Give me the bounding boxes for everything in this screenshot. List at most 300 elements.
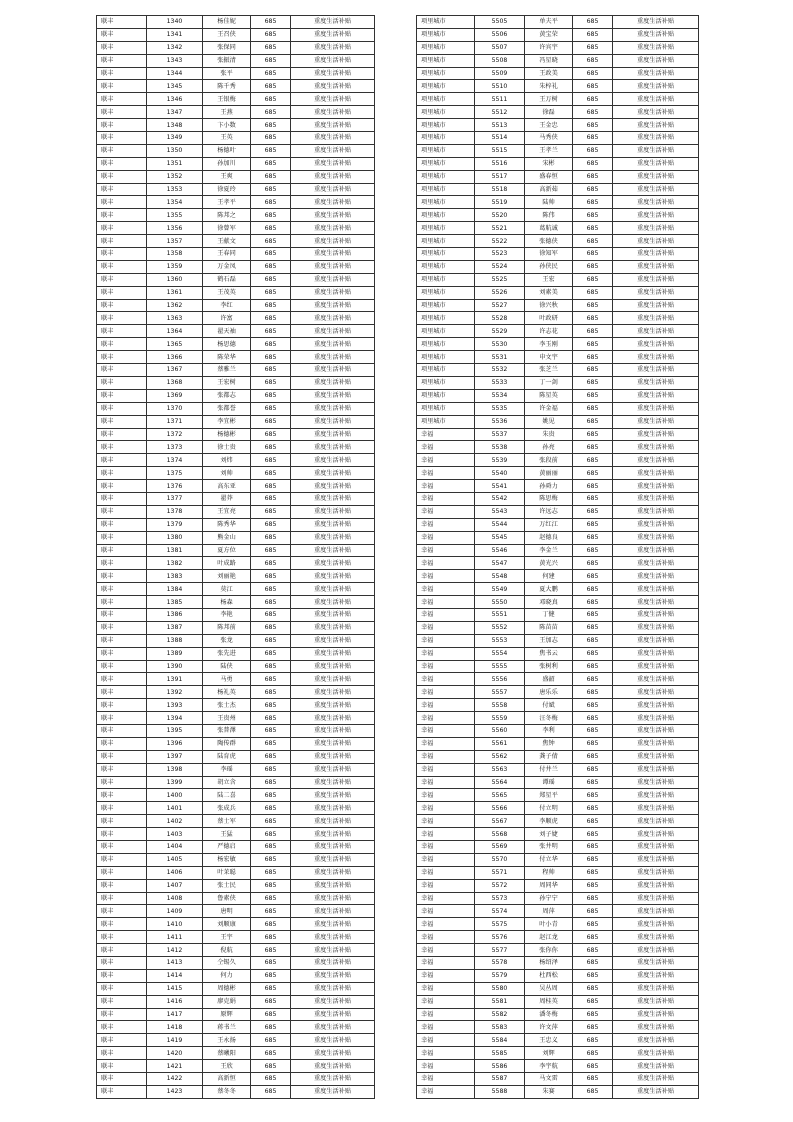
amount-cell: 685 <box>251 724 291 737</box>
region-cell: 项里城市 <box>417 16 475 29</box>
region-cell: 幸福 <box>417 957 475 970</box>
amount-cell: 685 <box>251 54 291 67</box>
amount-cell: 685 <box>573 467 613 480</box>
category-cell: 重度生活补贴 <box>291 1008 375 1021</box>
table-row <box>417 944 699 957</box>
amount-cell: 685 <box>573 570 613 583</box>
table-row <box>417 1021 699 1034</box>
region-cell: 联丰 <box>97 41 147 54</box>
name-cell: 王欣 <box>203 1060 251 1073</box>
region-cell: 幸福 <box>417 621 475 634</box>
amount-cell: 685 <box>573 248 613 261</box>
category-cell: 重度生活补贴 <box>613 776 699 789</box>
amount-cell: 685 <box>573 235 613 248</box>
serial-cell: 5587 <box>475 1073 525 1086</box>
amount-cell: 685 <box>573 531 613 544</box>
category-cell: 重度生活补贴 <box>291 235 375 248</box>
table-row <box>417 273 699 286</box>
amount-cell: 685 <box>251 557 291 570</box>
serial-cell: 1353 <box>147 183 203 196</box>
amount-cell: 685 <box>573 183 613 196</box>
category-cell: 重度生活补贴 <box>613 28 699 41</box>
serial-cell: 5522 <box>475 235 525 248</box>
table-row <box>417 518 699 531</box>
amount-cell: 685 <box>573 338 613 351</box>
category-cell: 重度生活补贴 <box>613 376 699 389</box>
serial-cell: 1379 <box>147 518 203 531</box>
category-cell: 重度生活补贴 <box>613 351 699 364</box>
table-row <box>97 402 375 415</box>
category-cell: 重度生活补贴 <box>613 660 699 673</box>
table-row <box>97 982 375 995</box>
table-row <box>417 763 699 776</box>
region-cell: 幸福 <box>417 841 475 854</box>
serial-cell: 1407 <box>147 879 203 892</box>
category-cell: 重度生活补贴 <box>613 724 699 737</box>
region-cell: 幸福 <box>417 492 475 505</box>
name-cell: 高新恒 <box>203 1073 251 1086</box>
serial-cell: 1406 <box>147 866 203 879</box>
category-cell: 重度生活补贴 <box>613 763 699 776</box>
serial-cell: 1356 <box>147 222 203 235</box>
region-cell: 联丰 <box>97 1021 147 1034</box>
table-row <box>417 918 699 931</box>
category-cell: 重度生活补贴 <box>613 608 699 621</box>
table-row <box>97 686 375 699</box>
serial-cell: 1346 <box>147 93 203 106</box>
table-row <box>417 325 699 338</box>
serial-cell: 5508 <box>475 54 525 67</box>
region-cell: 联丰 <box>97 157 147 170</box>
region-cell: 联丰 <box>97 660 147 673</box>
amount-cell: 685 <box>251 312 291 325</box>
category-cell: 重度生活补贴 <box>291 132 375 145</box>
region-cell: 幸福 <box>417 1021 475 1034</box>
serial-cell: 1397 <box>147 750 203 763</box>
serial-cell: 5580 <box>475 982 525 995</box>
amount-cell: 685 <box>573 157 613 170</box>
serial-cell: 1369 <box>147 389 203 402</box>
category-cell: 重度生活补贴 <box>613 750 699 763</box>
amount-cell: 685 <box>573 286 613 299</box>
region-cell: 联丰 <box>97 802 147 815</box>
amount-cell: 685 <box>251 634 291 647</box>
region-cell: 联丰 <box>97 789 147 802</box>
serial-cell: 5571 <box>475 866 525 879</box>
table-row <box>417 492 699 505</box>
serial-cell: 1357 <box>147 235 203 248</box>
region-cell: 项里城市 <box>417 54 475 67</box>
serial-cell: 5519 <box>475 196 525 209</box>
region-cell: 项里城市 <box>417 286 475 299</box>
amount-cell: 685 <box>573 1034 613 1047</box>
serial-cell: 1368 <box>147 376 203 389</box>
serial-cell: 5533 <box>475 376 525 389</box>
serial-cell: 1414 <box>147 969 203 982</box>
region-cell: 项里城市 <box>417 196 475 209</box>
serial-cell: 1381 <box>147 544 203 557</box>
name-cell: 叶小青 <box>525 918 573 931</box>
name-cell: 陈千秀 <box>203 80 251 93</box>
amount-cell: 685 <box>251 905 291 918</box>
name-cell: 张平 <box>203 67 251 80</box>
table-row <box>97 235 375 248</box>
region-cell: 联丰 <box>97 1034 147 1047</box>
table-row <box>97 273 375 286</box>
serial-cell: 1380 <box>147 531 203 544</box>
serial-cell: 5511 <box>475 93 525 106</box>
serial-cell: 5545 <box>475 531 525 544</box>
serial-cell: 5560 <box>475 724 525 737</box>
region-cell: 联丰 <box>97 16 147 29</box>
table-row <box>97 815 375 828</box>
table-row <box>97 1085 375 1098</box>
region-cell: 联丰 <box>97 132 147 145</box>
amount-cell: 685 <box>251 686 291 699</box>
amount-cell: 685 <box>251 750 291 763</box>
amount-cell: 685 <box>573 518 613 531</box>
serial-cell: 5543 <box>475 505 525 518</box>
table-row <box>97 222 375 235</box>
category-cell: 重度生活补贴 <box>613 144 699 157</box>
serial-cell: 1349 <box>147 132 203 145</box>
category-cell: 重度生活补贴 <box>291 712 375 725</box>
amount-cell: 685 <box>251 183 291 196</box>
table-row <box>417 170 699 183</box>
table-row <box>417 712 699 725</box>
table-row <box>417 634 699 647</box>
category-cell: 重度生活补贴 <box>291 1034 375 1047</box>
region-cell: 项里城市 <box>417 338 475 351</box>
serial-cell: 5532 <box>475 364 525 377</box>
category-cell: 重度生活补贴 <box>291 80 375 93</box>
table-row <box>417 144 699 157</box>
amount-cell: 685 <box>251 441 291 454</box>
amount-cell: 685 <box>573 119 613 132</box>
name-cell: 谭瑶 <box>525 776 573 789</box>
category-cell: 重度生活补贴 <box>613 273 699 286</box>
serial-cell: 5588 <box>475 1085 525 1098</box>
table-row <box>417 660 699 673</box>
category-cell: 重度生活补贴 <box>291 544 375 557</box>
amount-cell: 685 <box>251 1008 291 1021</box>
category-cell: 重度生活补贴 <box>613 969 699 982</box>
category-cell: 重度生活补贴 <box>291 647 375 660</box>
serial-cell: 5568 <box>475 828 525 841</box>
region-cell: 项里城市 <box>417 106 475 119</box>
name-cell: 焦钟 <box>525 737 573 750</box>
amount-cell: 685 <box>251 531 291 544</box>
amount-cell: 685 <box>251 918 291 931</box>
region-cell: 联丰 <box>97 518 147 531</box>
region-cell: 联丰 <box>97 621 147 634</box>
table-row <box>417 389 699 402</box>
serial-cell: 1377 <box>147 492 203 505</box>
name-cell: 徐兴秋 <box>525 299 573 312</box>
region-cell: 联丰 <box>97 196 147 209</box>
table-row <box>417 750 699 763</box>
serial-cell: 5555 <box>475 660 525 673</box>
table-row <box>417 93 699 106</box>
category-cell: 重度生活补贴 <box>291 364 375 377</box>
amount-cell: 685 <box>251 570 291 583</box>
region-cell: 联丰 <box>97 170 147 183</box>
amount-cell: 685 <box>573 54 613 67</box>
amount-cell: 685 <box>251 235 291 248</box>
serial-cell: 5537 <box>475 428 525 441</box>
table-row <box>97 969 375 982</box>
region-cell: 联丰 <box>97 67 147 80</box>
name-cell: 张士民 <box>203 879 251 892</box>
table-row <box>417 119 699 132</box>
name-cell: 倪航 <box>203 944 251 957</box>
category-cell: 重度生活补贴 <box>613 235 699 248</box>
serial-cell: 5524 <box>475 260 525 273</box>
amount-cell: 685 <box>251 879 291 892</box>
name-cell: 丁健 <box>525 608 573 621</box>
amount-cell: 685 <box>573 28 613 41</box>
name-cell: 单夫平 <box>525 16 573 29</box>
serial-cell: 5512 <box>475 106 525 119</box>
category-cell: 重度生活补贴 <box>291 41 375 54</box>
table-row <box>417 969 699 982</box>
amount-cell: 685 <box>573 41 613 54</box>
table-row <box>417 132 699 145</box>
serial-cell: 5567 <box>475 815 525 828</box>
serial-cell: 1342 <box>147 41 203 54</box>
serial-cell: 5530 <box>475 338 525 351</box>
category-cell: 重度生活补贴 <box>613 815 699 828</box>
serial-cell: 5516 <box>475 157 525 170</box>
serial-cell: 1363 <box>147 312 203 325</box>
name-cell: 张都誉 <box>203 402 251 415</box>
serial-cell: 5523 <box>475 248 525 261</box>
name-cell: 张你你 <box>525 944 573 957</box>
table-row <box>417 892 699 905</box>
category-cell: 重度生活补贴 <box>291 144 375 157</box>
category-cell: 重度生活补贴 <box>613 492 699 505</box>
serial-cell: 5564 <box>475 776 525 789</box>
category-cell: 重度生活补贴 <box>291 338 375 351</box>
amount-cell: 685 <box>573 505 613 518</box>
name-cell: 许文萍 <box>525 1021 573 1034</box>
name-cell: 朱梓礼 <box>525 80 573 93</box>
region-cell: 幸福 <box>417 905 475 918</box>
amount-cell: 685 <box>573 67 613 80</box>
category-cell: 重度生活补贴 <box>291 222 375 235</box>
region-cell: 幸福 <box>417 467 475 480</box>
region-cell: 联丰 <box>97 441 147 454</box>
serial-cell: 5554 <box>475 647 525 660</box>
table-row <box>417 841 699 854</box>
table-row <box>97 608 375 621</box>
category-cell: 重度生活补贴 <box>613 1073 699 1086</box>
region-cell: 幸福 <box>417 737 475 750</box>
table-row <box>97 879 375 892</box>
amount-cell: 685 <box>251 763 291 776</box>
name-cell: 张振清 <box>203 54 251 67</box>
region-cell: 幸福 <box>417 454 475 467</box>
table-row <box>97 802 375 815</box>
region-cell: 联丰 <box>97 750 147 763</box>
amount-cell: 685 <box>251 1085 291 1098</box>
category-cell: 重度生活补贴 <box>613 1021 699 1034</box>
category-cell: 重度生活补贴 <box>613 673 699 686</box>
category-cell: 重度生活补贴 <box>291 518 375 531</box>
serial-cell: 5514 <box>475 132 525 145</box>
table-row <box>417 505 699 518</box>
category-cell: 重度生活补贴 <box>613 196 699 209</box>
name-cell: 许远志 <box>525 505 573 518</box>
category-cell: 重度生活补贴 <box>291 699 375 712</box>
table-row <box>97 1008 375 1021</box>
amount-cell: 685 <box>573 634 613 647</box>
amount-cell: 685 <box>573 828 613 841</box>
serial-cell: 5538 <box>475 441 525 454</box>
region-cell: 幸福 <box>417 969 475 982</box>
category-cell: 重度生活补贴 <box>291 260 375 273</box>
amount-cell: 685 <box>573 789 613 802</box>
category-cell: 重度生活补贴 <box>613 428 699 441</box>
table-row <box>97 480 375 493</box>
category-cell: 重度生活补贴 <box>613 312 699 325</box>
table-row <box>97 1021 375 1034</box>
name-cell: 郑星平 <box>525 789 573 802</box>
category-cell: 重度生活补贴 <box>613 982 699 995</box>
name-cell: 张龙 <box>203 634 251 647</box>
category-cell: 重度生活补贴 <box>291 325 375 338</box>
table-row <box>97 505 375 518</box>
amount-cell: 685 <box>251 673 291 686</box>
category-cell: 重度生活补贴 <box>291 54 375 67</box>
category-cell: 重度生活补贴 <box>291 428 375 441</box>
serial-cell: 1417 <box>147 1008 203 1021</box>
table-row <box>97 338 375 351</box>
serial-cell: 5540 <box>475 467 525 480</box>
name-cell: 王孝兰 <box>525 144 573 157</box>
amount-cell: 685 <box>251 428 291 441</box>
amount-cell: 685 <box>251 454 291 467</box>
region-cell: 联丰 <box>97 364 147 377</box>
table-row <box>97 54 375 67</box>
right-table-body <box>417 16 699 1099</box>
amount-cell: 685 <box>251 1073 291 1086</box>
category-cell: 重度生活补贴 <box>613 712 699 725</box>
region-cell: 项里城市 <box>417 67 475 80</box>
name-cell: 李宇航 <box>525 1060 573 1073</box>
table-row <box>417 106 699 119</box>
name-cell: 周桂英 <box>525 995 573 1008</box>
name-cell: 王茂英 <box>203 286 251 299</box>
serial-cell: 1373 <box>147 441 203 454</box>
category-cell: 重度生活补贴 <box>613 1047 699 1060</box>
name-cell: 王加志 <box>525 634 573 647</box>
region-cell: 项里城市 <box>417 376 475 389</box>
name-cell: 陈思梅 <box>525 492 573 505</box>
name-cell: 徐磊 <box>525 106 573 119</box>
region-cell: 项里城市 <box>417 235 475 248</box>
name-cell: 黄光兴 <box>525 557 573 570</box>
name-cell: 刘素美 <box>525 286 573 299</box>
serial-cell: 5562 <box>475 750 525 763</box>
category-cell: 重度生活补贴 <box>613 364 699 377</box>
table-row <box>97 106 375 119</box>
name-cell: 王政美 <box>525 67 573 80</box>
region-cell: 联丰 <box>97 853 147 866</box>
amount-cell: 685 <box>573 351 613 364</box>
category-cell: 重度生活补贴 <box>291 170 375 183</box>
table-row <box>417 16 699 29</box>
serial-cell: 1413 <box>147 957 203 970</box>
table-row <box>97 1073 375 1086</box>
table-row <box>97 570 375 583</box>
region-cell: 项里城市 <box>417 260 475 273</box>
region-cell: 幸福 <box>417 531 475 544</box>
name-cell: 陈苗苗 <box>525 621 573 634</box>
amount-cell: 685 <box>251 260 291 273</box>
table-row <box>417 544 699 557</box>
table-row <box>417 157 699 170</box>
name-cell: 陈荣华 <box>203 351 251 364</box>
name-cell: 杨绍泽 <box>525 957 573 970</box>
table-row <box>417 183 699 196</box>
region-cell: 联丰 <box>97 699 147 712</box>
table-row <box>417 1008 699 1021</box>
category-cell: 重度生活补贴 <box>291 492 375 505</box>
name-cell: 付立明 <box>525 802 573 815</box>
region-cell: 联丰 <box>97 647 147 660</box>
category-cell: 重度生活补贴 <box>613 686 699 699</box>
category-cell: 重度生活补贴 <box>613 170 699 183</box>
table-row <box>417 196 699 209</box>
region-cell: 项里城市 <box>417 325 475 338</box>
category-cell: 重度生活补贴 <box>291 1047 375 1060</box>
name-cell: 胡立含 <box>203 776 251 789</box>
region-cell: 幸福 <box>417 789 475 802</box>
table-row <box>417 235 699 248</box>
amount-cell: 685 <box>573 969 613 982</box>
serial-cell: 5529 <box>475 325 525 338</box>
region-cell: 项里城市 <box>417 402 475 415</box>
amount-cell: 685 <box>573 557 613 570</box>
category-cell: 重度生活补贴 <box>291 982 375 995</box>
name-cell: 孙宁宁 <box>525 892 573 905</box>
serial-cell: 1409 <box>147 905 203 918</box>
serial-cell: 5572 <box>475 879 525 892</box>
region-cell: 幸福 <box>417 931 475 944</box>
category-cell: 重度生活补贴 <box>613 1034 699 1047</box>
serial-cell: 1351 <box>147 157 203 170</box>
table-row <box>417 815 699 828</box>
name-cell: 葛航诚 <box>525 222 573 235</box>
name-cell: 朱贵 <box>525 428 573 441</box>
name-cell: 杨森 <box>203 596 251 609</box>
region-cell: 联丰 <box>97 544 147 557</box>
amount-cell: 685 <box>573 144 613 157</box>
name-cell: 张都志 <box>203 389 251 402</box>
category-cell: 重度生活补贴 <box>613 570 699 583</box>
name-cell: 王召侠 <box>203 28 251 41</box>
table-row <box>97 892 375 905</box>
table-row <box>417 260 699 273</box>
table-row <box>97 699 375 712</box>
name-cell: 熊金山 <box>203 531 251 544</box>
serial-cell: 1376 <box>147 480 203 493</box>
serial-cell: 1393 <box>147 699 203 712</box>
region-cell: 联丰 <box>97 763 147 776</box>
amount-cell: 685 <box>251 364 291 377</box>
amount-cell: 685 <box>251 969 291 982</box>
